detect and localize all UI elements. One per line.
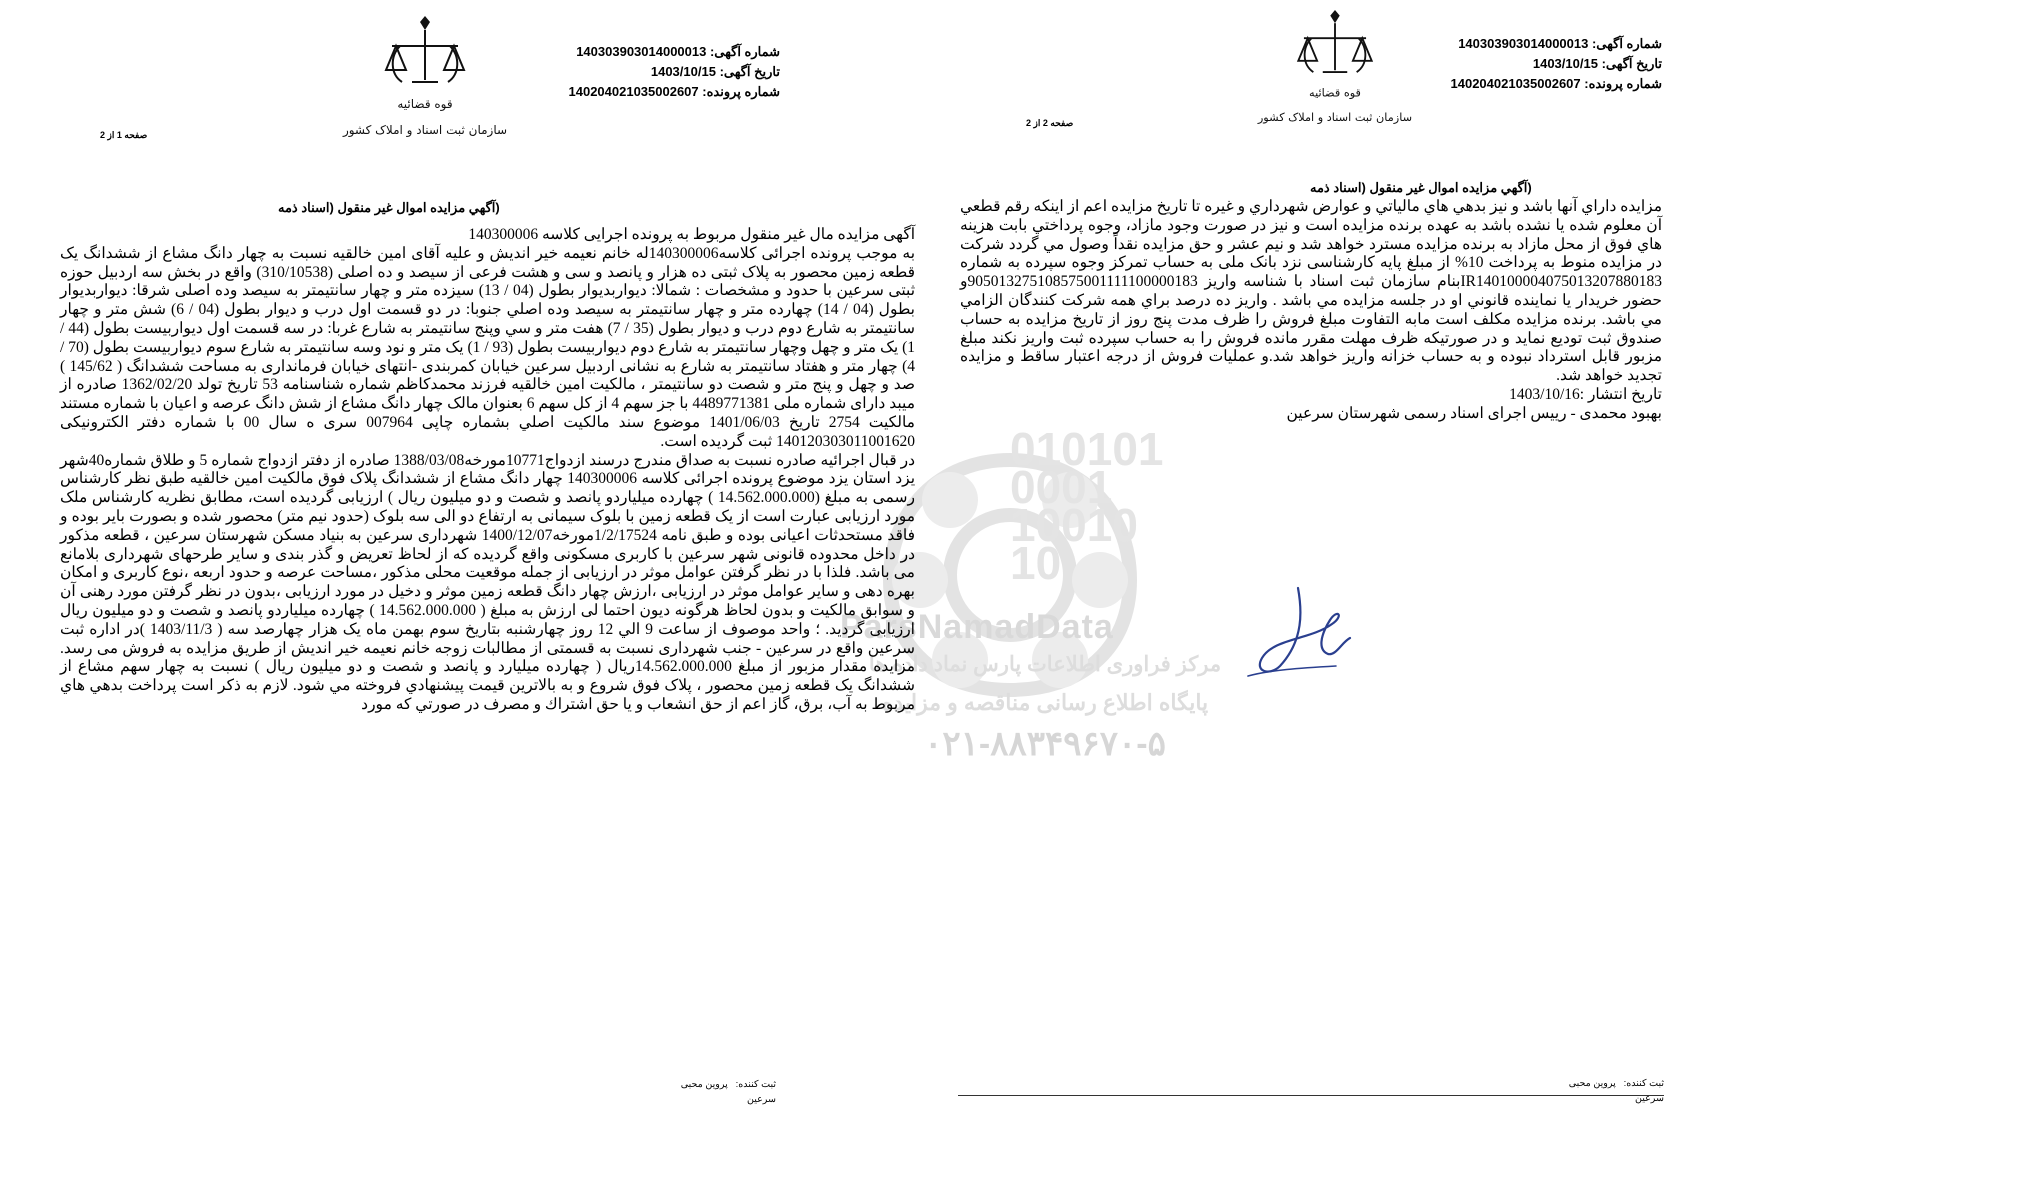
footer-city: سرعین (1635, 1093, 1664, 1104)
ad-date-label: تاریخ آگهی: (719, 64, 780, 79)
publish-label: تاريخ انتشار : (1579, 385, 1662, 403)
svg-text:سازمان ثبت اسناد و املاک کشور: سازمان ثبت اسناد و املاک کشور (1257, 111, 1413, 125)
registrar-label: ثبت کننده: (735, 1079, 776, 1090)
page2-footer (1538, 1076, 1664, 1106)
ad-date: 1403/10/15 (1532, 56, 1598, 71)
ad-number: 140303903014000013 (576, 44, 707, 59)
publish-date: 1403/10/16 (1509, 385, 1580, 403)
footer-city: سرعین (747, 1094, 776, 1105)
ad-date: 1403/10/15 (650, 64, 716, 79)
svg-text:قوه قضائیه: قوه قضائیه (397, 97, 453, 111)
ad-date-label: تاریخ آگهی: (1601, 56, 1662, 71)
watermark-digits: 010101 0001 10010 10 (1010, 423, 1164, 589)
ad-number-label: شماره آگهی: (709, 44, 780, 59)
page2-title: (آگهي مزايده اموال غير منقول (اسناد ذمه (1310, 180, 1532, 195)
notice-page-1 (0, 0, 980, 1178)
page1-paragraph: آگهی مزایده مال غیر منقول مربوط به پرونده اجرایی کلاسه 140300006 (468, 226, 915, 243)
case-number: 140204021035002607 (568, 84, 699, 99)
page1-paragraph: در قبال اجرائیه صادره نسبت به صداق مندرج درسند ازدواج10771مورخه1388/03/08 صادره از دفتر ازدواج شماره 5 و طلاق شماره40شهر یزد استان یزد موضوع پرونده اجرائی کلاسه 140300006 چهار دانگ مشاع از ششدانگ پلاک فوق مالکیت امین خالقیه طبق نظر کارشناس رسمی به مبلغ (14.562.000.000 ) چهارده میلیاردو پانصد و شصت و دو میلیون ریال ) ارزیابی گردیده است، مطابق نظریه کارشناس ملک مورد ارزیابی عبارت است از یک قطعه زمین با بلوک سیمانی به ارتفاع دو الی سه بلوک (حدود نیم متر) محصور شده و بصورت بایر بوده و فاقد مستحدثات اعیانی بوده و طبق نامه 1/2/17524مورخه1400/12/07 شهرداری سرعین به بنیاد مسکن شهرستان سرعین ، قطعه مذکور در داخل محدوده قانونی شهر سرعین با کاربری مسکونی واقع گردیده که از لحاظ تعریض و گذر بندی و سایر طرحهای شهرداری بلامانع می باشد. فلذا با در نظر گرفتن عوامل موثر در ارزیابی از جمله موقعیت محلی مذکور ،مساحت عرصه و حدود اربعه ،نوع کاربری و امکان بهره دهی و سایر عوامل موثر در ارزیابی ،ارزش چهار دانگ قطعه زمین موثر و دخیل در مورد ارزیابی ،بدون در نظر گرفتن مورد رهنی آن و سوابق مالکیت و بدون لحاظ هرگونه دیون احتما لی ارزش به مبلغ ( 14.562.000.000 ) چهارده میلیاردو پانصد و شصت و دو میلیون ریال ارزیابی گردید. ؛ واحد موصوف از ساعت 9 الي 12 روز چهارشنبه بتاریخ سوم بهمن ماه یک هزار چهارصد سه ( 1403/11/3 )در اداره ثبت سرعین واقع در سرعین - جنب شهرداری نسبت به قسمتی از مطالبات زوجه خانم نعیمه خیر اندیش از طریق مزایده به فروش می رسد. مزایده مقدار مزبور از مبلغ 14.562.000.000ریال ( چهارده میلیارد و پانصد و شصت و دو میلیون ریال ) نسبت به چهار سهم مشاع از ششدانگ یک قطعه زمین محصور ، پلاک فوق شروع و به بالاترین قیمت پیشنهادي فروخته مي شود. لازم به ذکر است پرداخت بدهي هاي مربوط به آب، برق، گاز اعم از حق انشعاب و يا حق اشتراك و مصرف در صورتي كه مورد (60, 451, 916, 713)
case-number-label: شماره پرونده: (1584, 76, 1662, 91)
page1-paragraph: به موجب پرونده اجرائی کلاسه140300006له خانم نعیمه خیر اندیش و علیه آقای امین خالقیه نسبت به چهار دانگ مشاع از ششدانگ یک قطعه زمین محصور به پلاک ثبتی ده هزار و پانصد و سی و هشت فرعی از سیصد و ده اصلی (310/10538) واقع در بخش سه اردبیل حوزه ثبتی سرعین با حدود و مشخصات : شمالا: دیواربدیوار بطول (04 / 13) سیزده متر و چهار سانتیمتر به سیصد وده اصلی شرقا: دیواربدیوار بطول (04 / 14) چهارده متر و چهار سانتیمتر به سیصد وده اصلي جنوبا: در دو قسمت اول درب و دیوار بطول (04 / 6) شش متر و چهار سانتیمتر به شارع دوم درب و دیوار بطول (35 / 7) هفت متر و سي وپنج سانتیمتر به شارع غربا: در سه قسمت اول دیواربیست بطول (44 / 1) یک متر و چهل وچهار سانتیمتر به شارع دوم دیواربیست بطول (93 / 1) یک متر و نود وسه سانتیمتر به شارع سوم دیواربیست بطول (70 / 4) چهار متر و هفتاد سانتیمتر به شارع به نشانی اردبیل سرعین خیابان کمربندی -انتهای خیابان فرمانداری به مساحت ششدانگ ( 145/62 ) صد و چهل و پنج متر و شصت دو سانتیمتر ، مالکیت امین خالقیه فرزند محمدکاظم شماره شناسنامه 53 تاریخ تولد 1362/02/20 صادره از میبد دارای شماره ملی 4489771381 با جز سهم 4 از کل سهم 6 بعنوان مالک چهار دانگ مشاع از شش دانگ عرصه و اعیان با شماره مستند مالکیت 2754 تاریخ 1401/06/03 موضوع سند مالکیت اصلي بشماره چاپی 007964 سری ه سال 00 با شماره دفتر الکترونیکی 140120303011001620 ثبت گردیده است. (60, 244, 916, 450)
case-number: 140204021035002607 (1450, 76, 1581, 91)
page2-page-number: صفحه 2 از 2 (1026, 118, 1074, 128)
watermark-line-1: مرکز فراوری اطلاعات پارس نماد داده ها (868, 653, 1222, 676)
case-number-label: شماره پرونده: (702, 84, 780, 99)
watermark-brand: ParsNamadData (840, 608, 1114, 646)
svg-text:سازمان ثبت اسناد و املاک کشور: سازمان ثبت اسناد و املاک کشور (342, 123, 508, 137)
page1-header-meta (490, 42, 780, 102)
publish-date-line (960, 386, 1662, 405)
ad-number-label: شماره آگهی: (1591, 36, 1662, 51)
notice-page-2 (950, 0, 2019, 1178)
svg-text:قوه قضائیه: قوه قضائیه (1309, 86, 1361, 100)
watermark-phone: ۰۲۱-۸۸۳۴۹۶۷۰-۵ (924, 725, 1166, 763)
page2-paragraph: مزايده داراي آنها باشد و نيز بدهي هاي مالياتي و عوارض شهرداري و غيره تا تاريخ مزايده اعم از اينکه رقم قطعي آن معلوم شده يا نشده باشد به عهده برنده مزايده است و نيز در صورت وجود مازاد، وجوه پرداختي بابت هزينه هاي فوق از محل مازاد به برنده مزايده مسترد خواهد شد و نيم عشر و حق مزايده نقداً وصول مي گردد شركت در مزايده منوط به پرداخت 10% از مبلغ پایه کارشناسی نزد بانک ملی به حساب تمرکز وجوه سپرده به شماره IR140100004075013207880183بنام سازمان ثبت اسناد با شناسه واریز 905013275108575001111100000183و حضور خريدار يا نماينده قانوني او در جلسه مزايده مي باشد . واريز ده درصد براي همه شركت كنندگان الزامي مي باشد. برنده مزايده مكلف است مابه التفاوت مبلغ فروش را ظرف مدت پنج روز از تاريخ مزايده به حساب صندوق ثبت توديع نمايد و در صورتيكه ظرف مهلت مقرر مانده فروش را به حساب سپرده ثبت واريز نكند مبلغ مزبور قابل استرداد نبوده و به حساب خزانه واريز خواهد شد.و عمليات فروش از درجه اعتبار ساقط و مزايده تجديد خواهد شد. (960, 198, 1662, 385)
registrar-name: پروین محبی (1568, 1078, 1616, 1089)
page1-title: (آگهي مزايده اموال غير منقول (اسناد ذمه (278, 200, 500, 215)
judiciary-emblem-icon (340, 16, 510, 152)
registrar-name: پروین محبی (680, 1079, 728, 1090)
page1-body (60, 226, 915, 715)
signatory-line: بهبود محمدی - رییس اجرای اسناد رسمی شهرستان سرعین (1286, 404, 1662, 422)
watermark-line-2: پایگاه اطلاع رسانی مناقصه و مزایده (881, 690, 1209, 715)
judiciary-emblem-icon (1255, 6, 1415, 142)
signature-icon (1240, 580, 1360, 690)
registrar-label: ثبت کننده: (1623, 1078, 1664, 1089)
ad-number: 140303903014000013 (1458, 36, 1589, 51)
page1-footer (650, 1077, 776, 1107)
page1-page-number: صفحه 1 از 2 (100, 130, 148, 140)
page2-body (960, 198, 1662, 424)
